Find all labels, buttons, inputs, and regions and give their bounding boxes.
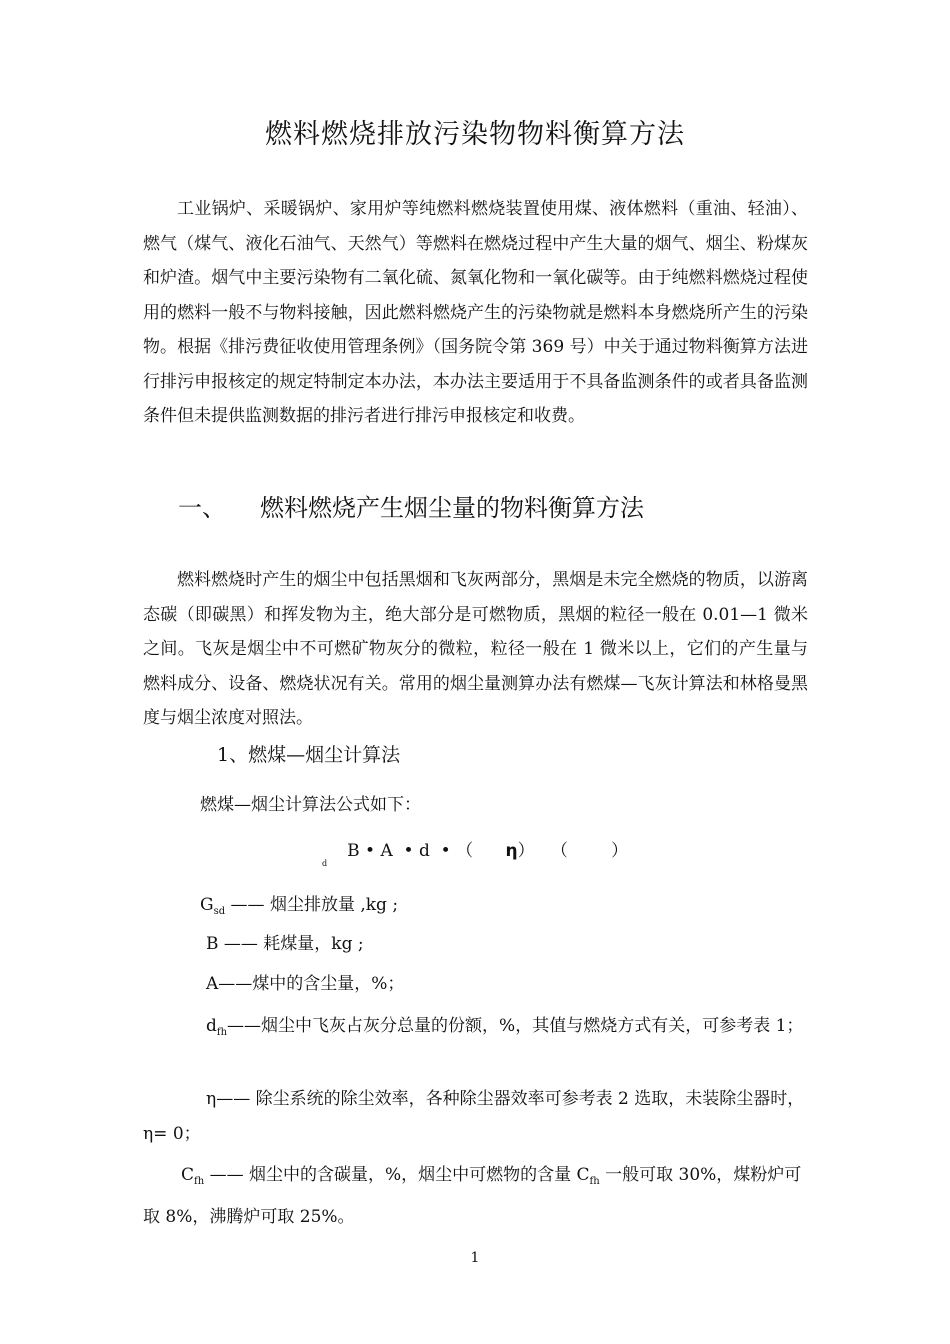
formula-intro: 燃煤—烟尘计算法公式如下： bbox=[200, 795, 421, 815]
symbol-d: d bbox=[206, 1016, 217, 1036]
definition-text: —— 烟尘排放量 ,kg ; bbox=[225, 895, 399, 915]
symbol-g: G bbox=[200, 895, 214, 915]
definition-gsd bbox=[143, 888, 808, 930]
subscript-sd: sd bbox=[213, 906, 226, 917]
symbol-eta: η bbox=[206, 1089, 217, 1109]
formula-small-d: d bbox=[322, 859, 328, 868]
definition-a bbox=[143, 967, 808, 1002]
formula-eta: η bbox=[505, 841, 518, 861]
formula-main: B • A • d • （ bbox=[347, 841, 474, 861]
section-number: 一、 bbox=[178, 494, 226, 522]
smoke-paragraph: 燃料燃烧时产生的烟尘中包括黑烟和飞灰两部分，黑烟是未完全燃烧的物质，以游离态碳（即碳黑）和挥发物为主，绝大部分是可燃物质，黑烟的粒径一般在 0.01—1 微米之间。飞灰是烟尘中不可燃矿物灰分的微粒，粒径一般在 1 微米以上，它们的产生量与燃料成分、设备、燃烧状况有关。常用的烟尘量测算办法有燃煤—飞灰计算法和林格曼黑度与烟尘浓度对照法。 bbox=[143, 570, 808, 728]
formula bbox=[322, 836, 628, 868]
subscript-fh: fh bbox=[589, 1176, 600, 1187]
symbol-b: B bbox=[206, 934, 219, 954]
subscript-fh: fh bbox=[194, 1176, 205, 1187]
definition-text: —— 耗煤量，kg ; bbox=[218, 934, 364, 954]
intro-paragraph: 工业锅炉、采暖锅炉、家用炉等纯燃料燃烧装置使用煤、液体燃料（重油、轻油）、燃气（煤气、液化石油气、天然气）等燃料在燃烧过程中产生大量的烟气、烟尘、粉煤灰和炉渣。烟气中主要污染物有二氧化硫、氮氧化物和一氧化碳等。由于纯燃料燃烧过程使用的燃料一般不与物料接触，因此燃料燃烧产生的污染物就是燃料本身燃烧所产生的污染物。根据《排污费征收使用管理条例》（国务院令第 369 号）中关于通过物料衡算方法进行排污申报核定的规定特制定本办法，本办法主要适用于不具备监测条件的或者具备监测条件但未提供监测数据的排污者进行排污申报核定和收费。 bbox=[143, 199, 808, 426]
definition-text: ——煤中的含尘量，%； bbox=[218, 974, 405, 994]
document-title: 燃料燃烧排放污染物物料衡算方法 bbox=[265, 119, 685, 150]
definition-text: —— 烟尘中的含碳量，%，烟尘中可燃物的含量 C bbox=[204, 1165, 590, 1185]
symbol-a: A bbox=[206, 974, 219, 994]
formula-tail: ） （ ） bbox=[517, 841, 629, 861]
definition-b bbox=[143, 927, 808, 962]
subscript-fh: fh bbox=[216, 1027, 228, 1038]
section-title: 燃料燃烧产生烟尘量的物料衡算方法 bbox=[260, 494, 644, 522]
definition-text: 一般可取 30%，煤粉炉可取 8%，沸腾炉可取 25%。 bbox=[143, 1165, 802, 1227]
definition-cfh bbox=[143, 1158, 808, 1234]
definition-text: ——烟尘中飞灰占灰分总量的份额，%，其值与燃烧方式有关，可参考表 1； bbox=[227, 1016, 804, 1036]
subsection-heading: 1、燃煤—烟尘计算法 bbox=[217, 744, 401, 766]
definition-eta bbox=[143, 1082, 808, 1151]
page-number: 1 bbox=[470, 1250, 480, 1266]
section-heading bbox=[178, 488, 644, 523]
definition-text: —— 除尘系统的除尘效率，各种除尘器效率可参考表 2 选取，未装除尘器时，η= 0； bbox=[143, 1089, 805, 1144]
definition-dfh bbox=[143, 1009, 808, 1051]
symbol-c: C bbox=[181, 1165, 195, 1185]
